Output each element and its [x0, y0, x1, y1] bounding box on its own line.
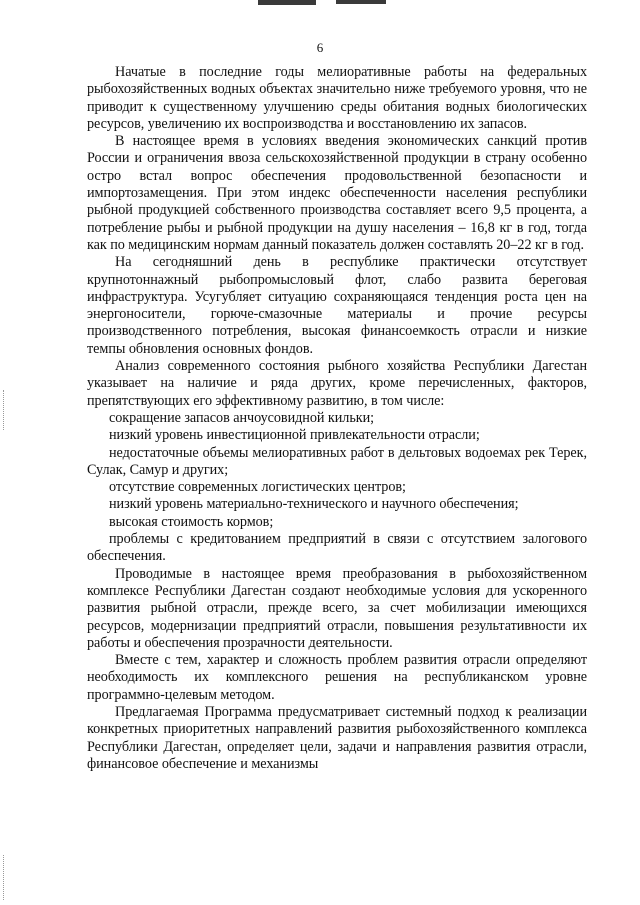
list-item-factor: проблемы с кредитованием предприятий в связи с отсутствием залогового обеспечения.: [87, 531, 587, 565]
scan-margin-dots: [3, 390, 8, 430]
paragraph-melioration: Начатые в последние годы мелиоративные работы на федеральных рыбохозяйственных водных объектах значительно ниже требуемого уровня, что не приводит к существенному улучшению среды обитания водных биологических ресурсов, увеличению их воспроизводства и восстановлению их запасов.: [87, 64, 587, 132]
list-item-factor: сокращение запасов анчоусовидной кильки;: [109, 409, 375, 426]
scan-artifact: [336, 0, 386, 4]
paragraph-program: Предлагаемая Программа предусматривает системный подход к реализации конкретных приоритетных направлений развития рыбохозяйственного комплекса Республики Дагестан, определяет цели, задачи и направления развития отрасли, финансовое обеспечение и механизмы: [87, 703, 587, 772]
list-item-factor: низкий уровень материально-технического и научного обеспечения;: [109, 496, 519, 513]
page-number: 6: [316, 40, 324, 55]
paragraph-complexity: Вместе с тем, характер и сложность проблем развития отрасли определяют необходимость их комплексного решения на республиканском уровне программно-целевым методом.: [87, 652, 587, 703]
paragraph-fleet: На сегодняшний день в республике практически отсутствует крупнотоннажный рыбопромысловый флот, слабо развита береговая инфраструктура. Усугубляет ситуацию сохраняющаяся тенденция роста цен на энергоносители, горюче-смазочные материалы и прочие ресурсы производственного потребления, высокая финансоемкость отрасли и низкие темпы обновления основных фондов.: [87, 254, 587, 357]
paragraph-transformations: Проводимые в настоящее время преобразования в рыбохозяйственном комплексе Республики Дагестан создают необходимые условия для ускоренного развития рыбной отрасли, прежде всего, за счет мобилизации имеющихся ресурсов, модернизации предприятий отрасли, повышения результативности их работы и обеспечения прозрачности деятельности.: [87, 565, 587, 651]
document-body: [87, 64, 587, 773]
scan-artifact: [258, 0, 316, 5]
paragraph-sanctions: В настоящее время в условиях введения экономических санкций против России и ограничения ввоза сельскохозяйственной продукции в страну особенно остро встал вопрос обеспечения продовольственной безопасности и импортозамещения. При этом индекс обеспеченности населения республики рыбной продукцией собственного производства составляет всего 9,5 процента, а потребление рыбы и рыбной продукции на душу населения – 16,8 кг в год, тогда как по медицинским нормам данный показатель должен составлять 20–22 кг в год.: [87, 133, 587, 253]
list-item-factor: отсутствие современных логистических центров;: [109, 479, 406, 496]
scan-margin-dots: [3, 855, 8, 900]
list-item-factor: низкий уровень инвестиционной привлекательности отрасли;: [109, 427, 480, 444]
list-item-factor: высокая стоимость кормов;: [109, 513, 274, 530]
paragraph-analysis: Анализ современного состояния рыбного хозяйства Республики Дагестан указывает на наличие и ряда других, кроме перечисленных, факторов, препятствующих его эффективному развитию, в том числе:: [87, 358, 587, 409]
list-item-factor: недостаточные объемы мелиоративных работ в дельтовых водоемах рек Терек, Сулак, Самур и других;: [87, 444, 587, 478]
